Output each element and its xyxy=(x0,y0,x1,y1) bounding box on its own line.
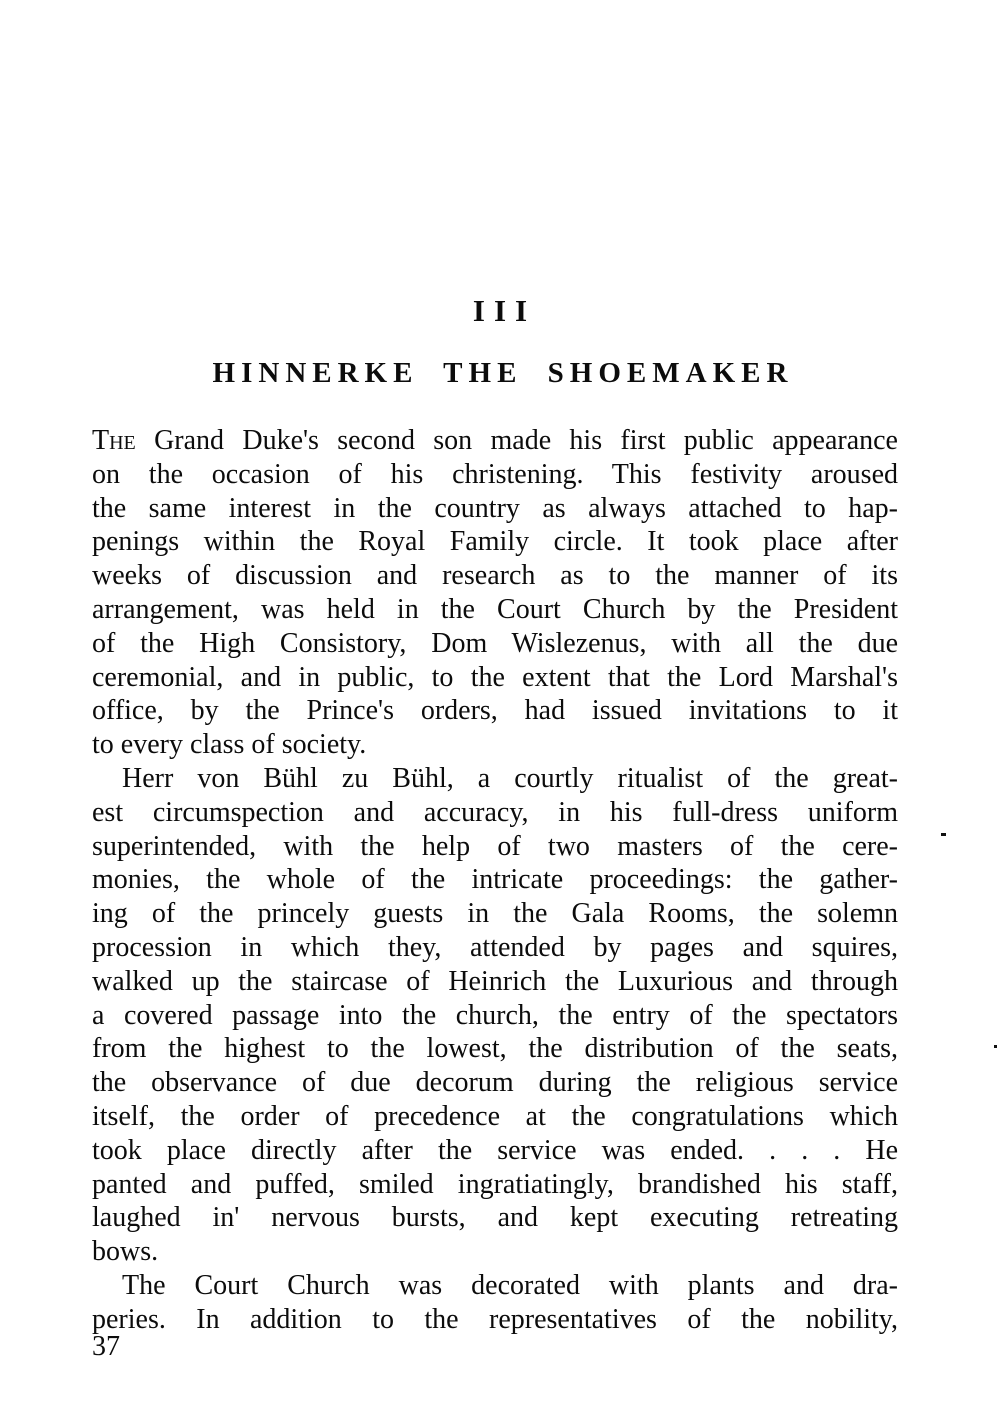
text-line: peries. In addition to the representatives of the nobility, xyxy=(92,1303,898,1335)
text-line: laughed in' nervous bursts, and kept executing retreating xyxy=(92,1202,898,1234)
text-line: procession in which they, attended by pages and squires, xyxy=(92,931,898,963)
text-line: ing of the princely guests in the Gala Rooms, the solemn xyxy=(92,898,898,930)
scan-speck xyxy=(994,1045,997,1048)
text-line: Herr von Bühl zu Bühl, a courtly ritualist of the great- xyxy=(122,762,898,794)
text-line: a covered passage into the church, the entry of the spectators xyxy=(92,999,898,1031)
text-line: The Grand Duke's second son made his first public appearance xyxy=(92,425,898,456)
text-line: est circumspection and accuracy, in his full-dress uniform xyxy=(92,796,898,828)
text-line: weeks of discussion and research as to the manner of its xyxy=(92,560,898,592)
chapter-title: HINNERKE THE SHOEMAKER xyxy=(212,357,794,389)
small-caps-lead: The xyxy=(92,425,136,456)
text-line: ceremonial, and in public, to the extent that the Lord Marshal's xyxy=(92,661,898,693)
text-line: monies, the whole of the intricate proceedings: the gather- xyxy=(92,864,898,896)
text-line: superintended, with the help of two masters of the cere- xyxy=(92,830,898,862)
text-line: itself, the order of precedence at the congratulations which xyxy=(92,1100,898,1132)
chapter-number: III xyxy=(472,293,537,328)
text-line: to every class of society. xyxy=(92,729,367,761)
page-number: 37 xyxy=(92,1331,120,1362)
text-line: penings within the Royal Family circle. It took place after xyxy=(92,526,898,558)
text-line: from the highest to the lowest, the distribution of the seats, xyxy=(92,1033,898,1065)
scan-speck xyxy=(941,833,946,836)
text-line: The Court Church was decorated with plants and dra- xyxy=(122,1269,898,1301)
text-line: arrangement, was held in the Court Church by the President xyxy=(92,593,898,625)
text-line: panted and puffed, smiled ingratiatingly, brandished his staff, xyxy=(92,1168,898,1200)
text-line: the same interest in the country as always attached to hap- xyxy=(92,492,898,524)
text-line: walked up the staircase of Heinrich the Luxurious and through xyxy=(92,965,898,997)
text-line: took place directly after the service was ended. . . . He xyxy=(92,1134,898,1166)
text-line: of the High Consistory, Dom Wislezenus, with all the due xyxy=(92,627,898,659)
text-line: the observance of due decorum during the religious service xyxy=(92,1067,898,1099)
body-text xyxy=(92,424,898,1337)
text-line: bows. xyxy=(92,1236,159,1268)
text-line: office, by the Prince's orders, had issued invitations to it xyxy=(92,695,898,727)
text-line: on the occasion of his christening. This festivity aroused xyxy=(92,458,898,490)
